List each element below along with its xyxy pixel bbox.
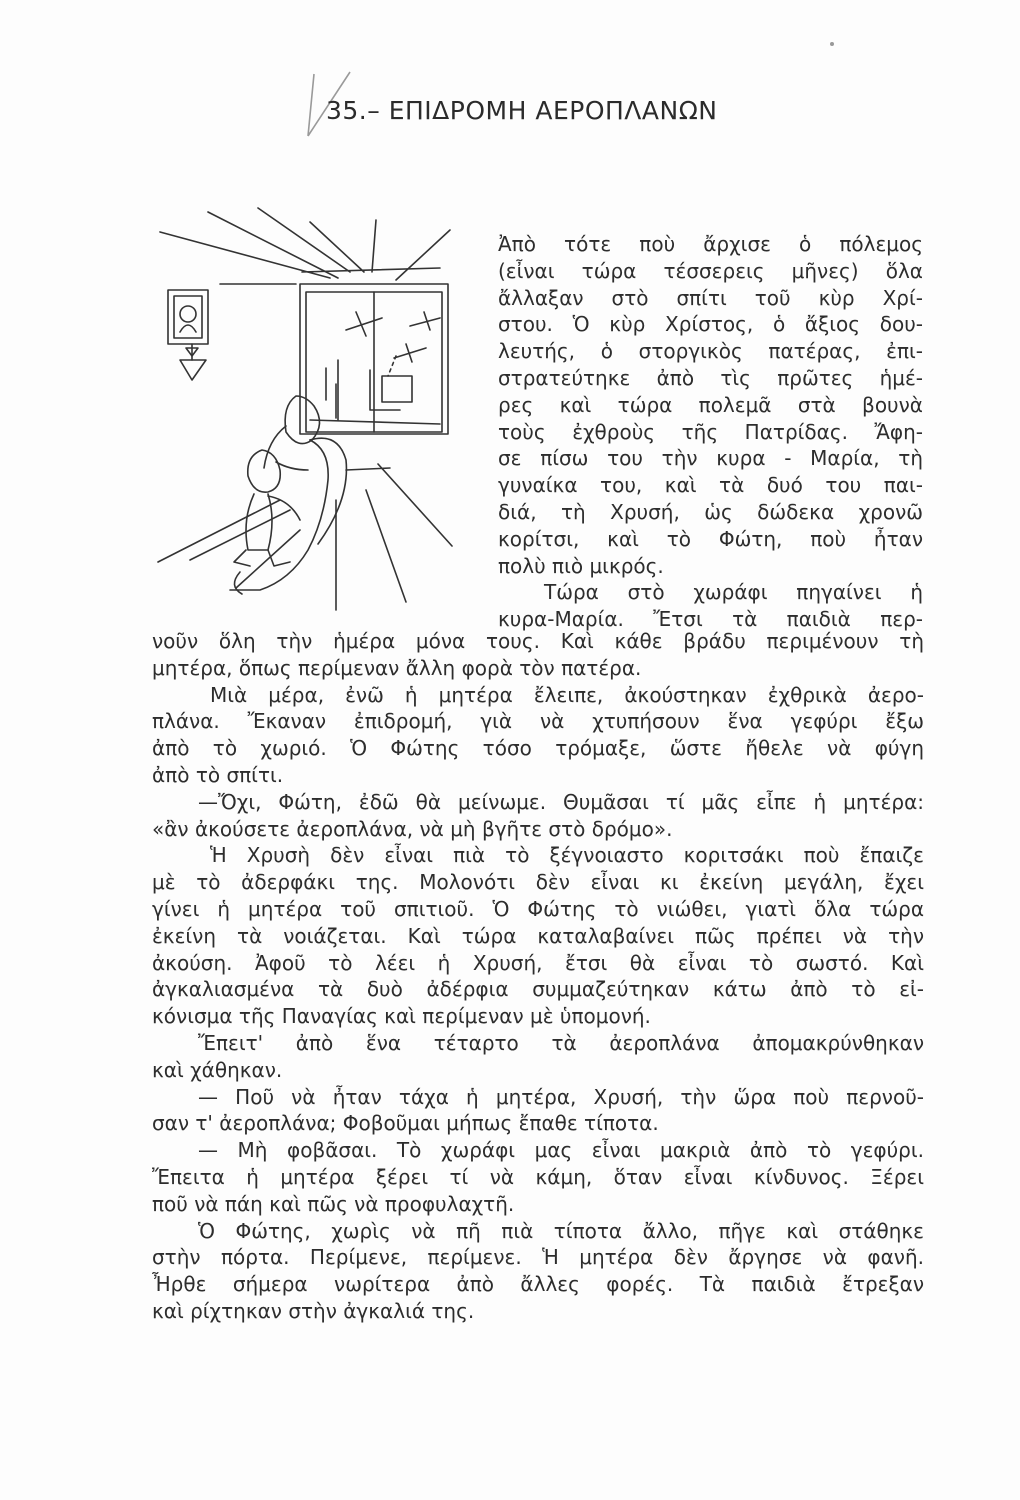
text-line: ἀπὸ τὸ χωριό. Ὁ Φώτης τόσο τρόμαξε, ὥστε ἤθελε νὰ φύγη	[152, 736, 924, 761]
text-line: γίνει ἡ μητέρα τοῦ σπιτιοῦ. Ὁ Φώτης τὸ νιώθει, γιατὶ ὅλα τώρα	[152, 896, 924, 921]
text-line: Ἔπειτ' ἀπὸ ἕνα τέταρτο τὰ ἀεροπλάνα ἀπομακρύνθηκαν	[198, 1030, 924, 1055]
room-perspective-lines	[158, 208, 452, 610]
text-line: κόνισμα τῆς Παναγίας καὶ περίμεναν μὲ ὑπομονή.	[152, 1004, 651, 1029]
print-speck	[830, 42, 834, 46]
text-line: «ἂν ἀκούσετε ἀεροπλάνα, νὰ μὴ βγῆτε στὸ δρόμο».	[152, 816, 673, 841]
mother-hugging-children	[230, 396, 346, 594]
text-line: ἀγκαλιασμένα τὰ δυὸ ἀδέρφια συμμαζεύτηκαν κάτω ἀπὸ τὸ εἰ-	[152, 977, 924, 1002]
window-with-airplanes	[300, 284, 448, 434]
text-line: πλάνα. Ἔκαναν ἐπιδρομή, γιὰ νὰ χτυπήσουν ἕνα γεφύρι ἔξω	[152, 709, 924, 734]
text-line: Τώρα στὸ χωράφι πηγαίνει ἡ	[544, 580, 923, 605]
text-line: στρατεύτηκε ἀπὸ τὶς πρῶτες ἡμέ-	[498, 365, 923, 390]
text-line: λευτής, ὁ στοργικὸς πατέρας, ἐπι-	[498, 339, 923, 364]
mother-and-children-illustration	[150, 200, 475, 625]
icon-of-virgin-mary	[168, 290, 208, 380]
text-line: μὲ τὸ ἀδερφάκι της. Μολονότι δὲν εἶναι κι ἐκείνη μεγάλη, ἔχει	[152, 870, 924, 895]
text-line: ποῦ νὰ πάη καὶ πῶς νὰ προφυλαχτῆ.	[152, 1191, 515, 1216]
chapter-title: 35.– ΕΠΙΔΡΟΜΗ ΑΕΡΟΠΛΑΝΩΝ	[326, 96, 718, 125]
text-line: σαν τ' ἀεροπλάνα; Φοβοῦμαι μήπως ἔπαθε τίποτα.	[152, 1111, 659, 1136]
text-line: ἄλλαξαν στὸ σπίτι τοῦ κὺρ Χρί-	[498, 285, 923, 310]
text-line: γυναίκα του, καὶ τὰ δυό του παι-	[498, 473, 923, 498]
text-line: — Ποῦ νὰ ἦταν τάχα ἡ μητέρα, Χρυσή, τὴν ὥρα ποὺ περνοῦ-	[198, 1084, 924, 1109]
text-line: διά, τὴ Χρυσή, ὡς δώδεκα χρονῶ	[498, 499, 923, 524]
text-line: νοῦν ὅλη τὴν ἡμέρα μόνα τους. Καὶ κάθε βράδυ περιμένουν τὴ	[152, 629, 924, 653]
text-line: Ἡ Χρυσὴ δὲν εἶναι πιὰ τὸ ξέγνοιαστο κοριτσάκι ποὺ ἔπαιζε	[210, 843, 924, 868]
text-line: Ἦρθε σήμερα νωρίτερα ἀπὸ ἄλλες φορές. Τὰ παιδιὰ ἔτρεξαν	[152, 1272, 924, 1297]
text-line: καὶ ρίχτηκαν στὴν ἀγκαλιά της.	[152, 1298, 475, 1323]
main-body-text	[152, 628, 924, 1325]
text-line: κορίτσι, καὶ τὸ Φώτη, ποὺ ἦταν	[498, 526, 923, 551]
text-line: Μιὰ μέρα, ἐνῶ ἡ μητέρα ἔλειπε, ἀκούστηκαν ἐχθρικὰ ἀερο-	[210, 682, 924, 707]
text-line: —Ὄχι, Φώτη, ἐδῶ θὰ μείνωμε. Θυμᾶσαι τί μᾶς εἶπε ἡ μητέρα:	[198, 789, 924, 814]
text-line: σε πίσω του τὴν κυρα - Μαρία, τὴ	[498, 446, 923, 471]
text-line: Ἀπὸ τότε ποὺ ἄρχισε ὁ πόλεμος	[498, 232, 923, 256]
text-line: (εἶναι τώρα τέσσερεις μῆνες) ὅλα	[498, 258, 923, 283]
text-line: στὴν πόρτα. Περίμενε, περίμενε. Ἡ μητέρα δὲν ἄργησε νὰ φανῆ.	[152, 1245, 924, 1270]
text-line: τοὺς ἐχθροὺς τῆς Πατρίδας. Ἄφη-	[498, 419, 923, 444]
text-line: ἀκούση. Ἀφοῦ τὸ λέει ἡ Χρυσή, ἔτσι θὰ εἶναι τὸ σωστό. Καὶ	[152, 950, 924, 975]
text-line: Ἔπειτα ἡ μητέρα ξέρει τί νὰ κάμη, ὅταν εἶναι κίνδυνος. Ξέρει	[152, 1164, 924, 1189]
text-line: ἀπὸ τὸ σπίτι.	[152, 762, 284, 787]
right-column-text	[498, 231, 923, 633]
text-line: Ὁ Φώτης, χωρὶς νὰ πῆ πιὰ τίποτα ἄλλο, πῆγε καὶ στάθηκε	[198, 1218, 924, 1243]
text-line: — Μὴ φοβᾶσαι. Τὸ χωράφι μας εἶναι μακριὰ ἀπὸ τὸ γεφύρι.	[198, 1138, 924, 1163]
text-line: ἐκείνη τὰ νοιάζεται. Καὶ τώρα καταλαβαίνει πῶς πρέπει νὰ τὴν	[152, 923, 924, 948]
text-line: κυρα-Μαρία. Ἔτσι τὰ παιδιὰ περ-	[498, 607, 923, 632]
text-line: πολὺ πιὸ μικρός.	[498, 553, 664, 578]
text-line: ρες καὶ τώρα πολεμᾶ στὰ βουνὰ	[498, 392, 923, 417]
text-line: στου. Ὁ κὺρ Χρίστος, ὁ ἄξιος δου-	[498, 312, 923, 337]
text-line: καὶ χάθηκαν.	[152, 1057, 283, 1082]
text-line: μητέρα, ὅπως περίμεναν ἄλλη φορὰ τὸν πατέρα.	[152, 655, 642, 680]
